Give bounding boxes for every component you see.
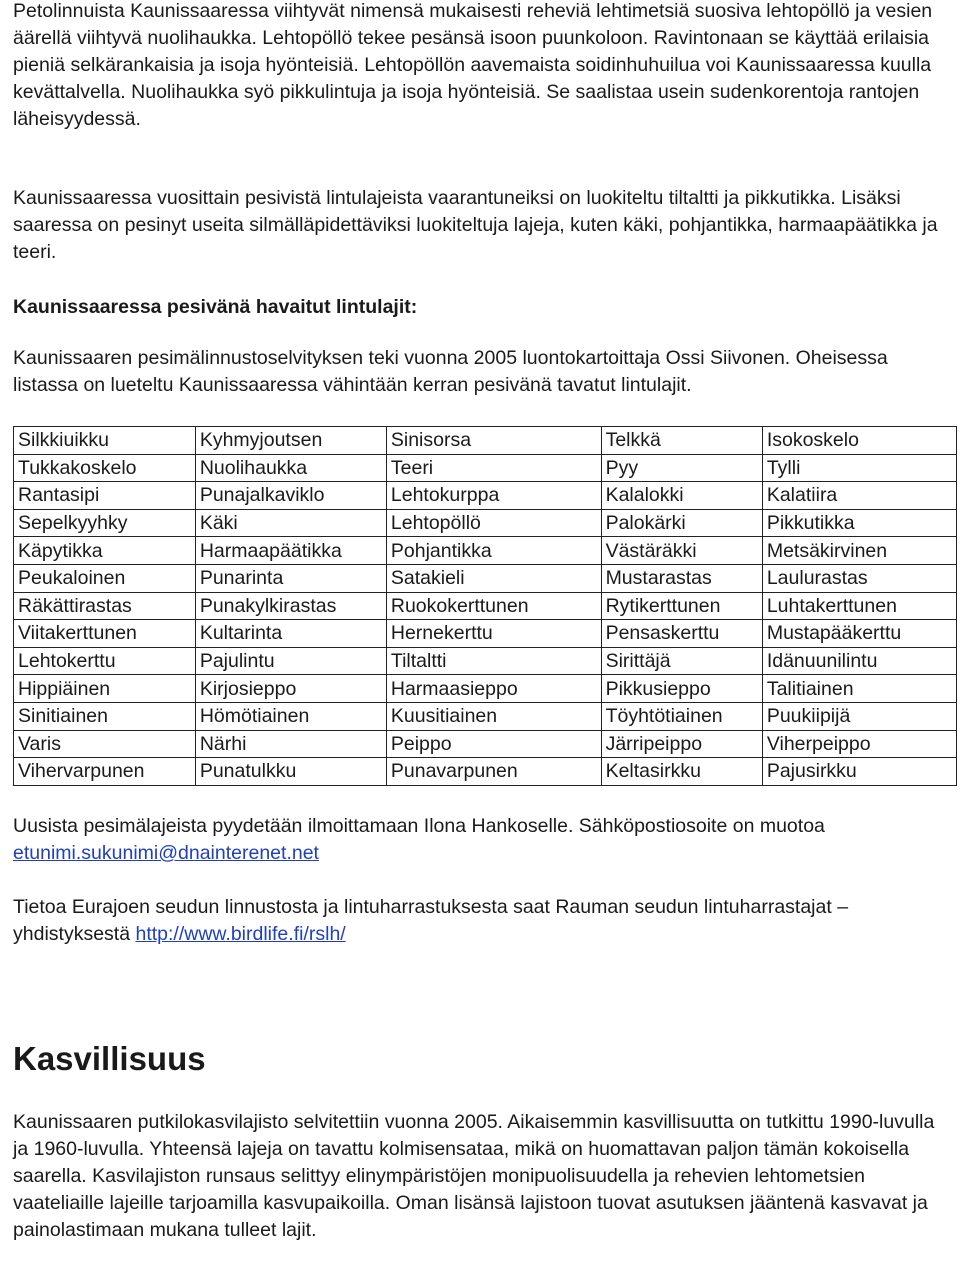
bird-species-cell: Kuusitiainen: [386, 702, 601, 730]
bird-species-cell: Sepelkyyhky: [14, 509, 196, 537]
table-row: [14, 675, 957, 703]
bird-species-cell: Viitakerttunen: [14, 620, 196, 648]
bird-species-cell: Varis: [14, 730, 196, 758]
bird-species-cell: Rantasipi: [14, 482, 196, 510]
bird-species-cell: Punajalkaviklo: [195, 482, 386, 510]
bird-species-cell: Idänuunilintu: [762, 647, 956, 675]
bird-species-cell: Rytikerttunen: [601, 592, 762, 620]
bird-species-cell: Pyy: [601, 454, 762, 482]
bird-species-cell: Peippo: [386, 730, 601, 758]
bird-species-table: [13, 426, 957, 786]
bird-species-cell: Sinisorsa: [386, 427, 601, 455]
bird-species-cell: Puukiipijä: [762, 702, 956, 730]
bird-species-cell: Vihervarpunen: [14, 758, 196, 786]
protected-species-paragraph: Kaunissaaressa vuosittain pesivistä lintulajeista vaarantuneiksi on luokiteltu tiltaltti ja pikkutikka. Lisäksi saaressa on pesinyt useita silmälläpidettäviksi luokiteltuja lajeja, kuten käki, pohjantikka, harmaapäätikka ja teeri.: [13, 187, 938, 263]
bird-species-cell: Närhi: [195, 730, 386, 758]
bird-species-cell: Käpytikka: [14, 537, 196, 565]
bird-species-cell: Keltasirkku: [601, 758, 762, 786]
table-row: [14, 702, 957, 730]
birds-heading: Kaunissaaressa pesivänä havaitut lintulajit:: [13, 296, 418, 318]
bird-species-cell: Luhtakerttunen: [762, 592, 956, 620]
info-text: Tietoa Eurajoen seudun linnustosta ja lintuharrastuksesta saat Rauman seudun lintuharrastajat –yhdistyksestä: [13, 896, 849, 945]
bird-species-cell: Kirjosieppo: [195, 675, 386, 703]
bird-species-cell: Teeri: [386, 454, 601, 482]
bird-species-cell: Punatulkku: [195, 758, 386, 786]
bird-species-cell: Kalatiira: [762, 482, 956, 510]
bird-species-cell: Mustapääkerttu: [762, 620, 956, 648]
bird-species-cell: Laulurastas: [762, 564, 956, 592]
bird-species-cell: Järripeippo: [601, 730, 762, 758]
bird-species-cell: Lehtopöllö: [386, 509, 601, 537]
bird-species-cell: Pohjantikka: [386, 537, 601, 565]
table-row: [14, 730, 957, 758]
plants-paragraph: Kaunissaaren putkilokasvilajisto selvitettiin vuonna 2005. Aikaisemmin kasvillisuutta on tutkittu 1990-luvulla ja 1960-luvulla. Yhteensä lajeja on tavattu kolmisensataa, mikä on huomattavan paljon tämän kokoisella saarella. Kasvilajiston runsaus selittyy elinympäristöjen monipuolisuudella ja rehevien lehtometsien vaateliaille lajeille tarjoamilla kasvupaikoilla. Oman lisänsä lajistoon tuovat asutuksen jääntenä kasvavat ja painolastimaan mukana tulleet lajit.: [13, 1111, 935, 1241]
bird-species-cell: Punakylkirastas: [195, 592, 386, 620]
bird-species-cell: Peukaloinen: [14, 564, 196, 592]
bird-species-cell: Pikkutikka: [762, 509, 956, 537]
bird-species-cell: Isokoskelo: [762, 427, 956, 455]
bird-species-cell: Hömötiainen: [195, 702, 386, 730]
bird-species-cell: Talitiainen: [762, 675, 956, 703]
table-row: [14, 620, 957, 648]
bird-species-cell: Sirittäjä: [601, 647, 762, 675]
info-paragraph: [13, 894, 948, 948]
bird-species-cell: Lehtokerttu: [14, 647, 196, 675]
bird-species-cell: Metsäkirvinen: [762, 537, 956, 565]
bird-species-cell: Pajusirkku: [762, 758, 956, 786]
bird-species-cell: Räkättirastas: [14, 592, 196, 620]
bird-species-cell: Palokärki: [601, 509, 762, 537]
bird-species-cell: Pensaskerttu: [601, 620, 762, 648]
table-row: [14, 482, 957, 510]
table-row: [14, 509, 957, 537]
table-row: [14, 647, 957, 675]
bird-species-cell: Pajulintu: [195, 647, 386, 675]
plants-heading: Kasvillisuus: [13, 1040, 206, 1077]
table-row: [14, 592, 957, 620]
table-row: [14, 454, 957, 482]
bird-species-cell: Telkkä: [601, 427, 762, 455]
bird-species-cell: Sinitiainen: [14, 702, 196, 730]
bird-species-cell: Punavarpunen: [386, 758, 601, 786]
bird-species-cell: Käki: [195, 509, 386, 537]
table-row: [14, 758, 957, 786]
bird-species-cell: Punarinta: [195, 564, 386, 592]
bird-species-cell: Nuolihaukka: [195, 454, 386, 482]
bird-species-cell: Kultarinta: [195, 620, 386, 648]
website-link[interactable]: http://www.birdlife.fi/rslh/: [135, 923, 346, 945]
bird-species-cell: Kyhmyjoutsen: [195, 427, 386, 455]
table-row: [14, 564, 957, 592]
bird-species-cell: Kalalokki: [601, 482, 762, 510]
report-paragraph: [13, 813, 948, 867]
intro-paragraph: Petolinnuista Kaunissaaressa viihtyvät nimensä mukaisesti reheviä lehtimetsiä suosiva lehtopöllö ja vesien äärellä viihtyvä nuolihaukka. Lehtopöllö tekee pesänsä isoon puunkoloon. Ravintonaan se käyttää erilaisia pieniä selkärankaisia ja isoja hyönteisiä. Lehtopöllön aavemaista soidinhuhuilua voi Kaunissaaressa kuulla kevättalvella. Nuolihaukka syö pikkulintuja ja isoja hyönteisiä. Se saalistaa usein sudenkorentoja rantojen läheisyydessä.: [13, 0, 933, 130]
table-row: [14, 427, 957, 455]
bird-species-cell: Pikkusieppo: [601, 675, 762, 703]
bird-species-cell: Töyhtötiainen: [601, 702, 762, 730]
email-link[interactable]: etunimi.sukunimi@dnainterenet.net: [13, 842, 319, 864]
bird-species-cell: Tylli: [762, 454, 956, 482]
bird-species-cell: Viherpeippo: [762, 730, 956, 758]
bird-species-cell: Satakieli: [386, 564, 601, 592]
bird-species-cell: Ruokokerttunen: [386, 592, 601, 620]
bird-species-cell: Hippiäinen: [14, 675, 196, 703]
bird-species-cell: Tukkakoskelo: [14, 454, 196, 482]
bird-species-cell: Silkkiuikku: [14, 427, 196, 455]
bird-species-cell: Harmaasieppo: [386, 675, 601, 703]
bird-species-cell: Västäräkki: [601, 537, 762, 565]
report-text: Uusista pesimälajeista pyydetään ilmoittamaan Ilona Hankoselle. Sähköpostiosoite on muotoa: [13, 815, 825, 837]
bird-species-cell: Tiltaltti: [386, 647, 601, 675]
bird-species-cell: Lehtokurppa: [386, 482, 601, 510]
bird-species-cell: Mustarastas: [601, 564, 762, 592]
bird-species-cell: Hernekerttu: [386, 620, 601, 648]
bird-species-cell: Harmaapäätikka: [195, 537, 386, 565]
survey-paragraph: Kaunissaaren pesimälinnustoselvityksen teki vuonna 2005 luontokartoittaja Ossi Siivonen. Oheisessa listassa on lueteltu Kaunissaaressa vähintään kerran pesivänä tavatut lintulajit.: [13, 347, 888, 396]
table-row: [14, 537, 957, 565]
